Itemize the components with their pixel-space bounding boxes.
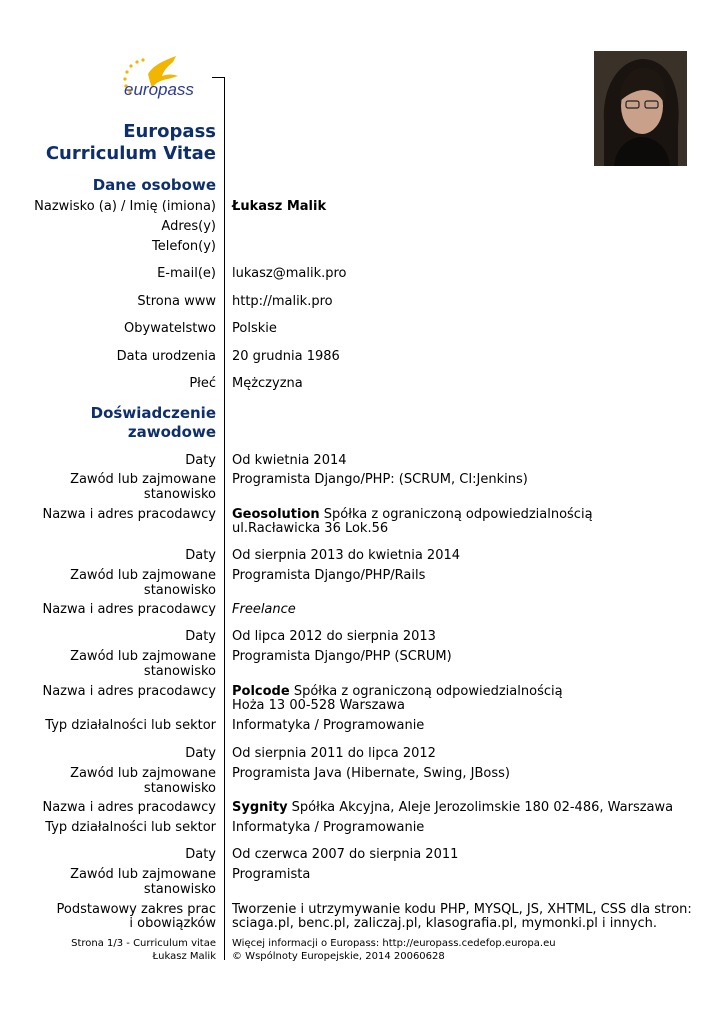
job-position-label: Zawód lub zajmowane bbox=[70, 766, 216, 781]
job-position: Programista Java (Hibernate, Swing, JBoss) bbox=[232, 766, 510, 781]
job-position-label: Zawód lub zajmowane bbox=[70, 568, 216, 583]
employer-name: Sygnity bbox=[232, 800, 288, 815]
job-position: Programista Django/PHP/Rails bbox=[232, 568, 426, 583]
address-label: Adres(y) bbox=[161, 219, 216, 234]
birth-value: 20 grudnia 1986 bbox=[232, 349, 340, 364]
job-employer: Freelance bbox=[232, 602, 296, 617]
job-dates-label: Daty bbox=[185, 629, 216, 644]
job-employer-label: Nazwa i adres pracodawcy bbox=[42, 602, 216, 617]
cv-title-line2: Curriculum Vitae bbox=[45, 143, 216, 164]
sex-value: Mężczyzna bbox=[232, 376, 303, 391]
job-dates-label: Daty bbox=[185, 548, 216, 563]
job-employer bbox=[232, 507, 593, 522]
job-dates: Od kwietnia 2014 bbox=[232, 453, 347, 468]
job-position-label-2: stanowisko bbox=[143, 664, 216, 679]
job-employer-label: Nazwa i adres pracodawcy bbox=[42, 507, 216, 522]
job-duties-2: sciaga.pl, benc.pl, zaliczaj.pl, klasografia.pl, mymonki.pl i innych. bbox=[232, 916, 658, 931]
europass-star-icon bbox=[118, 52, 208, 102]
job-dates: Od sierpnia 2011 do lipca 2012 bbox=[232, 746, 436, 761]
job-position-label-2: stanowisko bbox=[143, 583, 216, 598]
employer-name: Geosolution bbox=[232, 507, 320, 522]
employer-type: Spółka Akcyjna, Aleje Jerozolimskie 180 02-486, Warszawa bbox=[287, 800, 674, 815]
europass-logo bbox=[118, 52, 208, 102]
column-divider bbox=[224, 78, 225, 960]
full-name: Łukasz Malik bbox=[232, 199, 327, 214]
section-personal-heading: Dane osobowe bbox=[92, 176, 216, 194]
footer-owner: Łukasz Malik bbox=[152, 951, 216, 962]
job-dates: Od lipca 2012 do sierpnia 2013 bbox=[232, 629, 436, 644]
name-label: Nazwisko (a) / Imię (imiona) bbox=[34, 199, 216, 214]
footer-page-info: Strona 1/3 - Curriculum vitae bbox=[71, 938, 216, 949]
job-employer-label: Nazwa i adres pracodawcy bbox=[42, 800, 216, 815]
job-sector-label: Typ działalności lub sektor bbox=[45, 820, 216, 835]
footer-info-link: Więcej informacji o Europass: http://europass.cedefop.europa.eu bbox=[232, 938, 556, 949]
job-position-label: Zawód lub zajmowane bbox=[70, 867, 216, 882]
job-position-label: Zawód lub zajmowane bbox=[70, 472, 216, 487]
sex-label: Płeć bbox=[189, 376, 216, 391]
email-value[interactable]: lukasz@malik.pro bbox=[232, 266, 347, 281]
job-position-label: Zawód lub zajmowane bbox=[70, 649, 216, 664]
job-sector-label: Typ działalności lub sektor bbox=[45, 718, 216, 733]
job-dates: Od czerwca 2007 do sierpnia 2011 bbox=[232, 847, 459, 862]
job-sector: Informatyka / Programowanie bbox=[232, 718, 425, 733]
section-experience-heading-line1: Doświadczenie bbox=[90, 404, 216, 422]
job-position: Programista Django/PHP: (SCRUM, CI:Jenkins) bbox=[232, 472, 528, 487]
job-employer-label: Nazwa i adres pracodawcy bbox=[42, 684, 216, 699]
portrait-icon bbox=[594, 51, 687, 166]
profile-photo bbox=[594, 51, 687, 166]
job-duties-label: Podstawowy zakres prac bbox=[56, 902, 216, 917]
logo-text: europass bbox=[124, 80, 194, 99]
job-position: Programista Django/PHP (SCRUM) bbox=[232, 649, 452, 664]
job-position: Programista bbox=[232, 867, 311, 882]
job-employer-address: Hoża 13 00-528 Warszawa bbox=[232, 698, 405, 713]
job-dates-label: Daty bbox=[185, 746, 216, 761]
citizenship-label: Obywatelstwo bbox=[124, 321, 216, 336]
job-dates-label: Daty bbox=[185, 453, 216, 468]
email-label: E-mail(e) bbox=[157, 266, 216, 281]
job-employer-address: ul.Racławicka 36 Lok.56 bbox=[232, 521, 389, 536]
job-sector: Informatyka / Programowanie bbox=[232, 820, 425, 835]
employer-type: Spółka z ograniczoną odpowiedzialnością bbox=[289, 684, 563, 699]
job-duties-label-2: i obowiązków bbox=[129, 916, 216, 931]
birth-label: Data urodzenia bbox=[116, 349, 216, 364]
phone-label: Telefon(y) bbox=[152, 239, 216, 254]
job-employer bbox=[232, 684, 563, 699]
job-dates: Od sierpnia 2013 do kwietnia 2014 bbox=[232, 548, 461, 563]
footer-copyright: © Wspólnoty Europejskie, 2014 20060628 bbox=[232, 951, 445, 962]
www-link[interactable]: http://malik.pro bbox=[232, 294, 333, 309]
job-dates-label: Daty bbox=[185, 847, 216, 862]
job-employer bbox=[232, 800, 673, 815]
job-position-label-2: stanowisko bbox=[143, 781, 216, 796]
job-position-label-2: stanowisko bbox=[143, 487, 216, 502]
employer-name: Polcode bbox=[232, 684, 290, 699]
section-experience-heading-line2: zawodowe bbox=[127, 423, 216, 441]
employer-type: Spółka z ograniczoną odpowiedzialnością bbox=[319, 507, 593, 522]
job-position-label-2: stanowisko bbox=[143, 882, 216, 897]
job-duties: Tworzenie i utrzymywanie kodu PHP, MYSQL, JS, XHTML, CSS dla stron: bbox=[232, 902, 692, 917]
www-label: Strona www bbox=[137, 294, 216, 309]
citizenship-value: Polskie bbox=[232, 321, 277, 336]
cv-title-line1: Europass bbox=[123, 121, 216, 142]
